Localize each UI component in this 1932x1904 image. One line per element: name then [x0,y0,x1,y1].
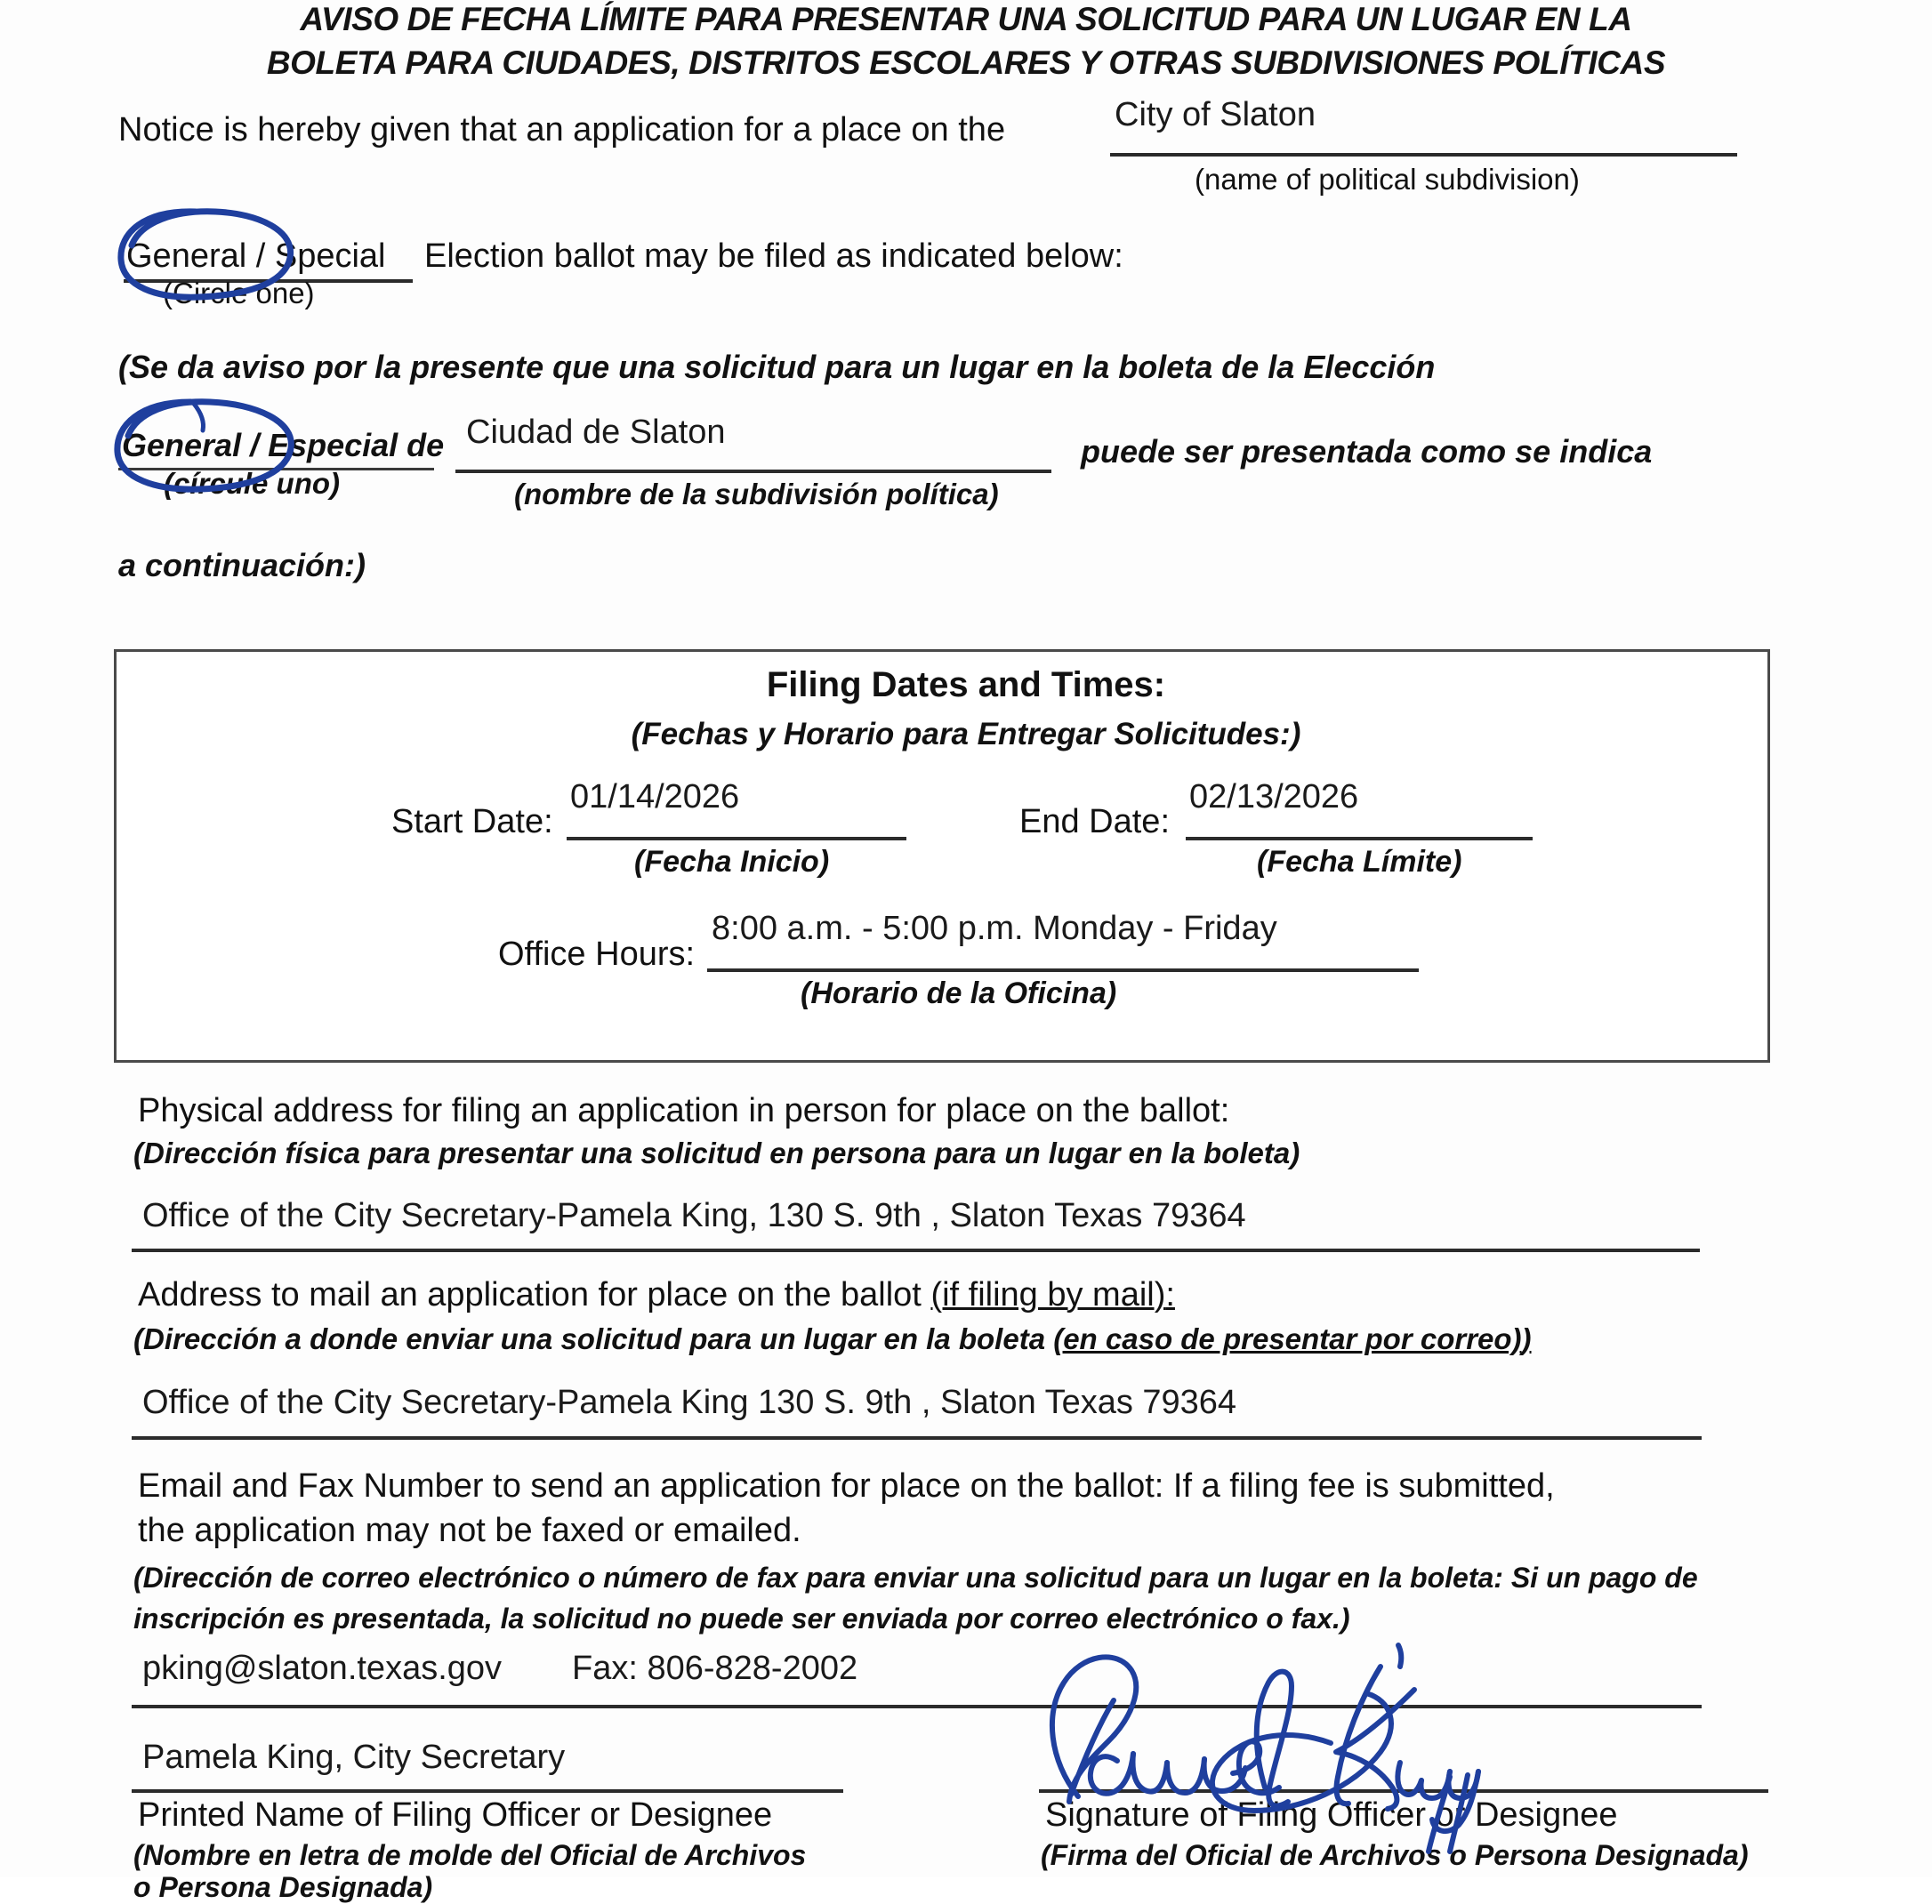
page-title-line-1: AVISO DE FECHA LÍMITE PARA PRESENTAR UNA SOLICITUD PARA UN LUGAR EN LA [300,1,1632,37]
start-date-caption-spanish: (Fecha Inicio) [634,845,830,879]
election-type-options-english[interactable]: General / Special [126,237,386,275]
printed-name-label-spanish-line2: o Persona Designada) [133,1871,433,1903]
circle-one-english: (Circle one) [163,277,315,309]
printed-name-label-english: Printed Name of Filing Officer or Designee [138,1796,773,1834]
physical-address-rule [132,1249,1700,1252]
election-type-rest-english: Election ballot may be filed as indicated below: [424,237,1123,275]
email-fax-rule [132,1705,1702,1708]
email-fax-label-english-line1: Email and Fax Number to send an application for place on the ballot: If a filing fee is submitted, [138,1467,1555,1505]
subdivision-name-caption-spanish: (nombre de la subdivisión política) [514,478,999,510]
mailing-address-label-spanish-b: (en caso de presentar por correo) [1053,1322,1522,1355]
end-date-caption-spanish: (Fecha Límite) [1257,845,1462,879]
filing-heading-english: Filing Dates and Times: [766,665,1166,704]
end-date-value: 02/13/2026 [1189,778,1359,815]
mailing-address-label-english-c: : [1165,1276,1175,1314]
physical-address-label-spanish: (Dirección física para presentar una solicitud en persona para un lugar en la boleta) [133,1137,1300,1169]
mailing-address-value: Office of the City Secretary-Pamela King 130 S. 9th , Slaton Texas 79364 [142,1384,1237,1421]
start-date-label: Start Date: [391,803,553,840]
signature-rule [1039,1789,1768,1793]
mailing-address-label-spanish [133,1322,1532,1356]
mailing-address-label-spanish-a: (Dirección a donde enviar una solicitud para un lugar en la boleta [133,1322,1054,1355]
email-fax-label-spanish-line1: (Dirección de correo electrónico o número de fax para enviar una solicitud para un lugar en la boleta: Si un pago de [133,1562,1698,1594]
email-fax-label-english-line2: the application may not be faxed or emailed. [138,1512,801,1549]
office-hours-label: Office Hours: [498,936,696,973]
end-date-rule [1186,837,1533,840]
mailing-address-rule [132,1436,1702,1440]
filing-heading-spanish: (Fechas y Horario para Entregar Solicitudes:) [631,717,1301,751]
office-hours-caption-spanish: (Horario de la Oficina) [801,976,1117,1010]
subdivision-name-rule-spanish [455,470,1051,473]
notice-lead-english: Notice is hereby given that an application for a place on the [118,111,1006,149]
start-date-rule [567,837,906,840]
subdivision-name-value: City of Slaton [1115,96,1316,133]
mailing-address-label-english-a: Address to mail an application for place on the ballot [138,1276,931,1314]
email-value: pking@slaton.texas.gov [142,1650,503,1687]
mailing-address-label-english-b: (if filing by mail) [930,1276,1166,1314]
start-date-value: 01/14/2026 [570,778,740,815]
election-type-options-spanish[interactable]: General / Especial de [122,427,445,463]
notice-tail-spanish: puede ser presentada como se indica [1081,433,1653,470]
page-title-line-2: BOLETA PARA CIUDADES, DISTRITOS ESCOLARES Y OTRAS SUBDIVISIONES POLÍTICAS [266,44,1666,81]
physical-address-value: Office of the City Secretary-Pamela King, 130 S. 9th , Slaton Texas 79364 [142,1197,1246,1234]
signature-label-english: Signature of Filing Officer or Designee [1045,1796,1618,1834]
physical-address-label-english: Physical address for filing an application in person for place on the ballot: [138,1092,1230,1129]
subdivision-name-value-spanish: Ciudad de Slaton [466,414,726,451]
office-hours-value: 8:00 a.m. - 5:00 p.m. Monday - Friday [712,910,1277,947]
page-title [0,0,1932,85]
mailing-address-label-spanish-c: ) [1521,1322,1532,1355]
printed-name-label-spanish-line1: (Nombre en letra de molde del Oficial de Archivos [133,1839,807,1871]
subdivision-name-caption: (name of political subdivision) [1195,163,1580,196]
signature-label-spanish: (Firma del Oficial de Archivos o Persona Designada) [1041,1839,1749,1871]
circle-one-spanish: (círcule uno) [164,467,341,500]
printed-name-value: Pamela King, City Secretary [142,1739,566,1776]
mailing-address-label-english [138,1276,1175,1314]
email-fax-label-spanish-line2: inscripción es presentada, la solicitud no puede ser enviada por correo electrónico o fax.) [133,1603,1350,1635]
printed-name-rule [132,1789,843,1793]
subdivision-name-rule [1110,153,1737,157]
end-date-label: End Date: [1019,803,1170,840]
notice-continuation-spanish: a continuación:) [118,547,366,583]
notice-lead-spanish: (Se da aviso por la presente que una solicitud para un lugar en la boleta de la Elección [118,349,1436,385]
office-hours-rule [707,968,1419,972]
fax-value: Fax: 806-828-2002 [572,1650,858,1687]
